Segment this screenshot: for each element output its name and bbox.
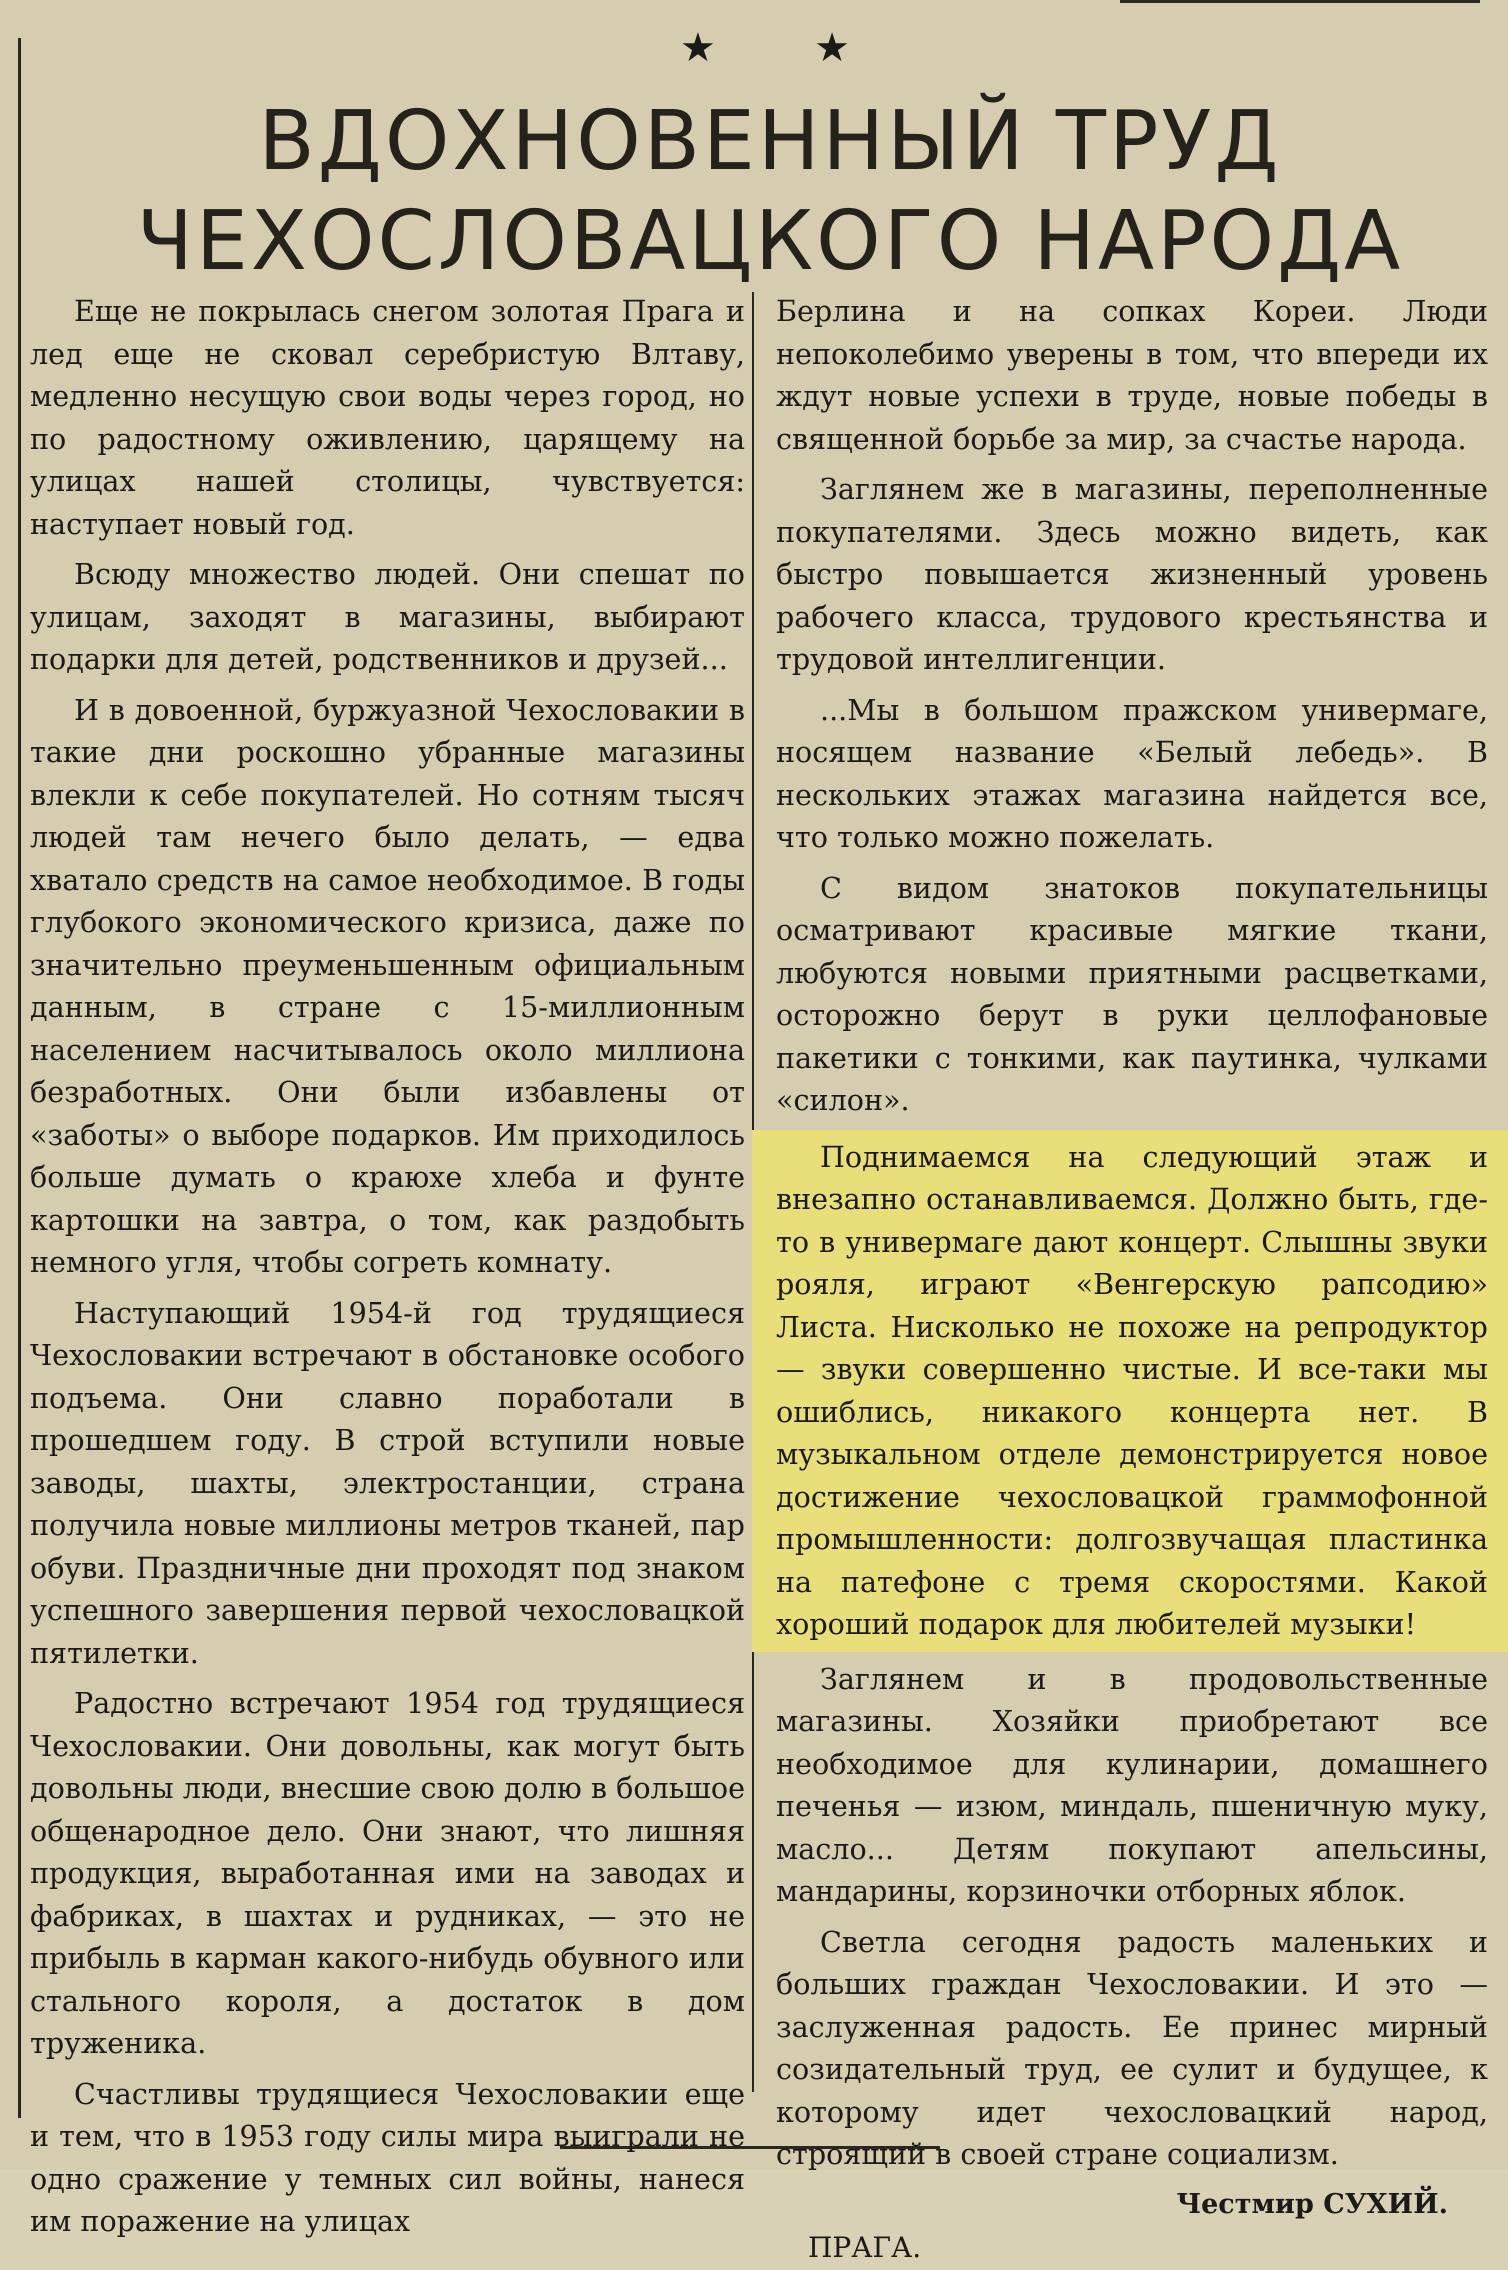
paragraph: Наступающий 1954-й год трудящиеся Чехословакии встречают в обстановке особого подъема. Они славно поработали в прошедшем году. В строй вступили новые заводы, шахты, электростанции, страна получила новые миллионы метров тканей, пар обуви. Праздничные дни проходят под знаком успешного завершения первой чехословацкой пятилетки.: [30, 1295, 745, 1670]
paragraph: Еще не покрылась снегом золотая Прага и лед еще не сковал серебристую Влтаву, медленно несущую свои воды через город, но по радостному оживлению, царящему на улицах нашей столицы, чувствуется: наступает новый год.: [30, 294, 745, 541]
paragraph: Счастливы трудящиеся Чехословакии еще и тем, что в 1953 году силы мира выиграли не одно сражение у темных сил войны, нанеся им поражение на улицах: [30, 2076, 745, 2238]
left-border-rule: [18, 38, 21, 2118]
paragraph: Поднимаемся на следующий этаж и внезапно останавливаемся. Должно быть, где-то в универмаге дают концерт. Слышны звуки рояля, играют «Венгерскую рапсодию» Листа. Нисколько не похоже на репродуктор — звуки совершенно чистые. И все-таки мы ошиблись, никакого концерта нет. В музыкальном отделе демонстрируется новое достижение чехословацкой граммофонной промышленности: долгозвучащая пластинка на патефоне с тремя скоростями. Какой хороший подарок для любителей музыки!: [776, 1139, 1488, 1641]
star-icon: ★: [680, 25, 716, 71]
paragraph: Заглянем и в продовольственные магазины. Хозяйки приобретают все необходимое для кулинарии, домашнего печенья — изюм, миндаль, пшеничную муку, масло... Детям покупают апельсины, мандарины, корзиночки отборных яблок.: [776, 1661, 1488, 1908]
paragraph: Радостно встречают 1954 год трудящиеся Чехословакии. Они довольны, как могут быть довольны люди, внесшие свою долю в большое общенародное дело. Они знают, что лишняя продукция, выработанная ими на заводах и фабриках, в шахтах и рудниках, — это не прибыль в карман какого-нибудь обувного или стального короля, а достаток в дом труженика.: [30, 1686, 745, 2060]
paragraph: Светла сегодня радость маленьких и больших граждан Чехословакии. И это — заслуженная радость. Ее принес мирный созидательный труд, ее сулит и будущее, к которому идет чехословацкий народ, строящий в своей стране социализм.: [776, 1924, 1488, 2171]
right-column: [776, 290, 1488, 2270]
title-line-2: ЧЕХОСЛОВАЦКОГО НАРОДА: [136, 194, 1404, 289]
paragraph: ...Мы в большом пражском универмаге, носящем название «Белый лебедь». В нескольких этажах магазина найдется все, что только можно пожелать.: [776, 692, 1488, 854]
author-signature: Честмир СУХИЙ.: [1176, 2188, 1448, 2220]
left-column: [30, 290, 745, 2251]
paragraph: Всюду множество людей. Они спешат по улицам, заходят в магазины, выбирают подарки для детей, родственников и друзей...: [30, 557, 745, 676]
top-rule: [1120, 0, 1480, 3]
dateline-city: ПРАГА.: [808, 2230, 922, 2264]
paragraph: Заглянем же в магазины, переполненные покупателями. Здесь можно видеть, как быстро повышается жизненный уровень рабочего класса, трудового крестьянства и трудовой интеллигенции.: [776, 472, 1488, 676]
title-line-1: ВДОХНОВЕННЫЙ ТРУД: [258, 94, 1282, 189]
article-title: [100, 92, 1440, 292]
header-stars: [680, 26, 850, 70]
star-icon: ★: [814, 25, 850, 71]
paragraph: С видом знатоков покупательницы осматривают красивые мягкие ткани, любуются новыми приятными расцветками, осторожно берут в руки целлофановые пакетики с тонкими, как паутинка, чулками «силон».: [776, 870, 1488, 1117]
paragraph: И в довоенной, буржуазной Чехословакии в такие дни роскошно убранные магазины влекли к себе покупателей. Но сотням тысяч людей там нечего было делать, — едва хватало средств на самое необходимое. В годы глубокого экономического кризиса, даже по значительно преуменьшенным официальным данным, в стране с 15-миллионным населением насчитывалось около миллиона безработных. Они были избавлены от «заботы» о выборе подарков. Им приходилось больше думать о краюхе хлеба и фунте картошки на завтра, о том, как раздобыть немного угля, чтобы согреть комнату.: [30, 692, 745, 1279]
paragraph: Берлина и на сопках Кореи. Люди непоколебимо уверены в том, что впереди их ждут новые успехи в труде, новые победы в священной борьбе за мир, за счастье народа.: [776, 294, 1488, 456]
highlighted-passage: [752, 1130, 1508, 1652]
